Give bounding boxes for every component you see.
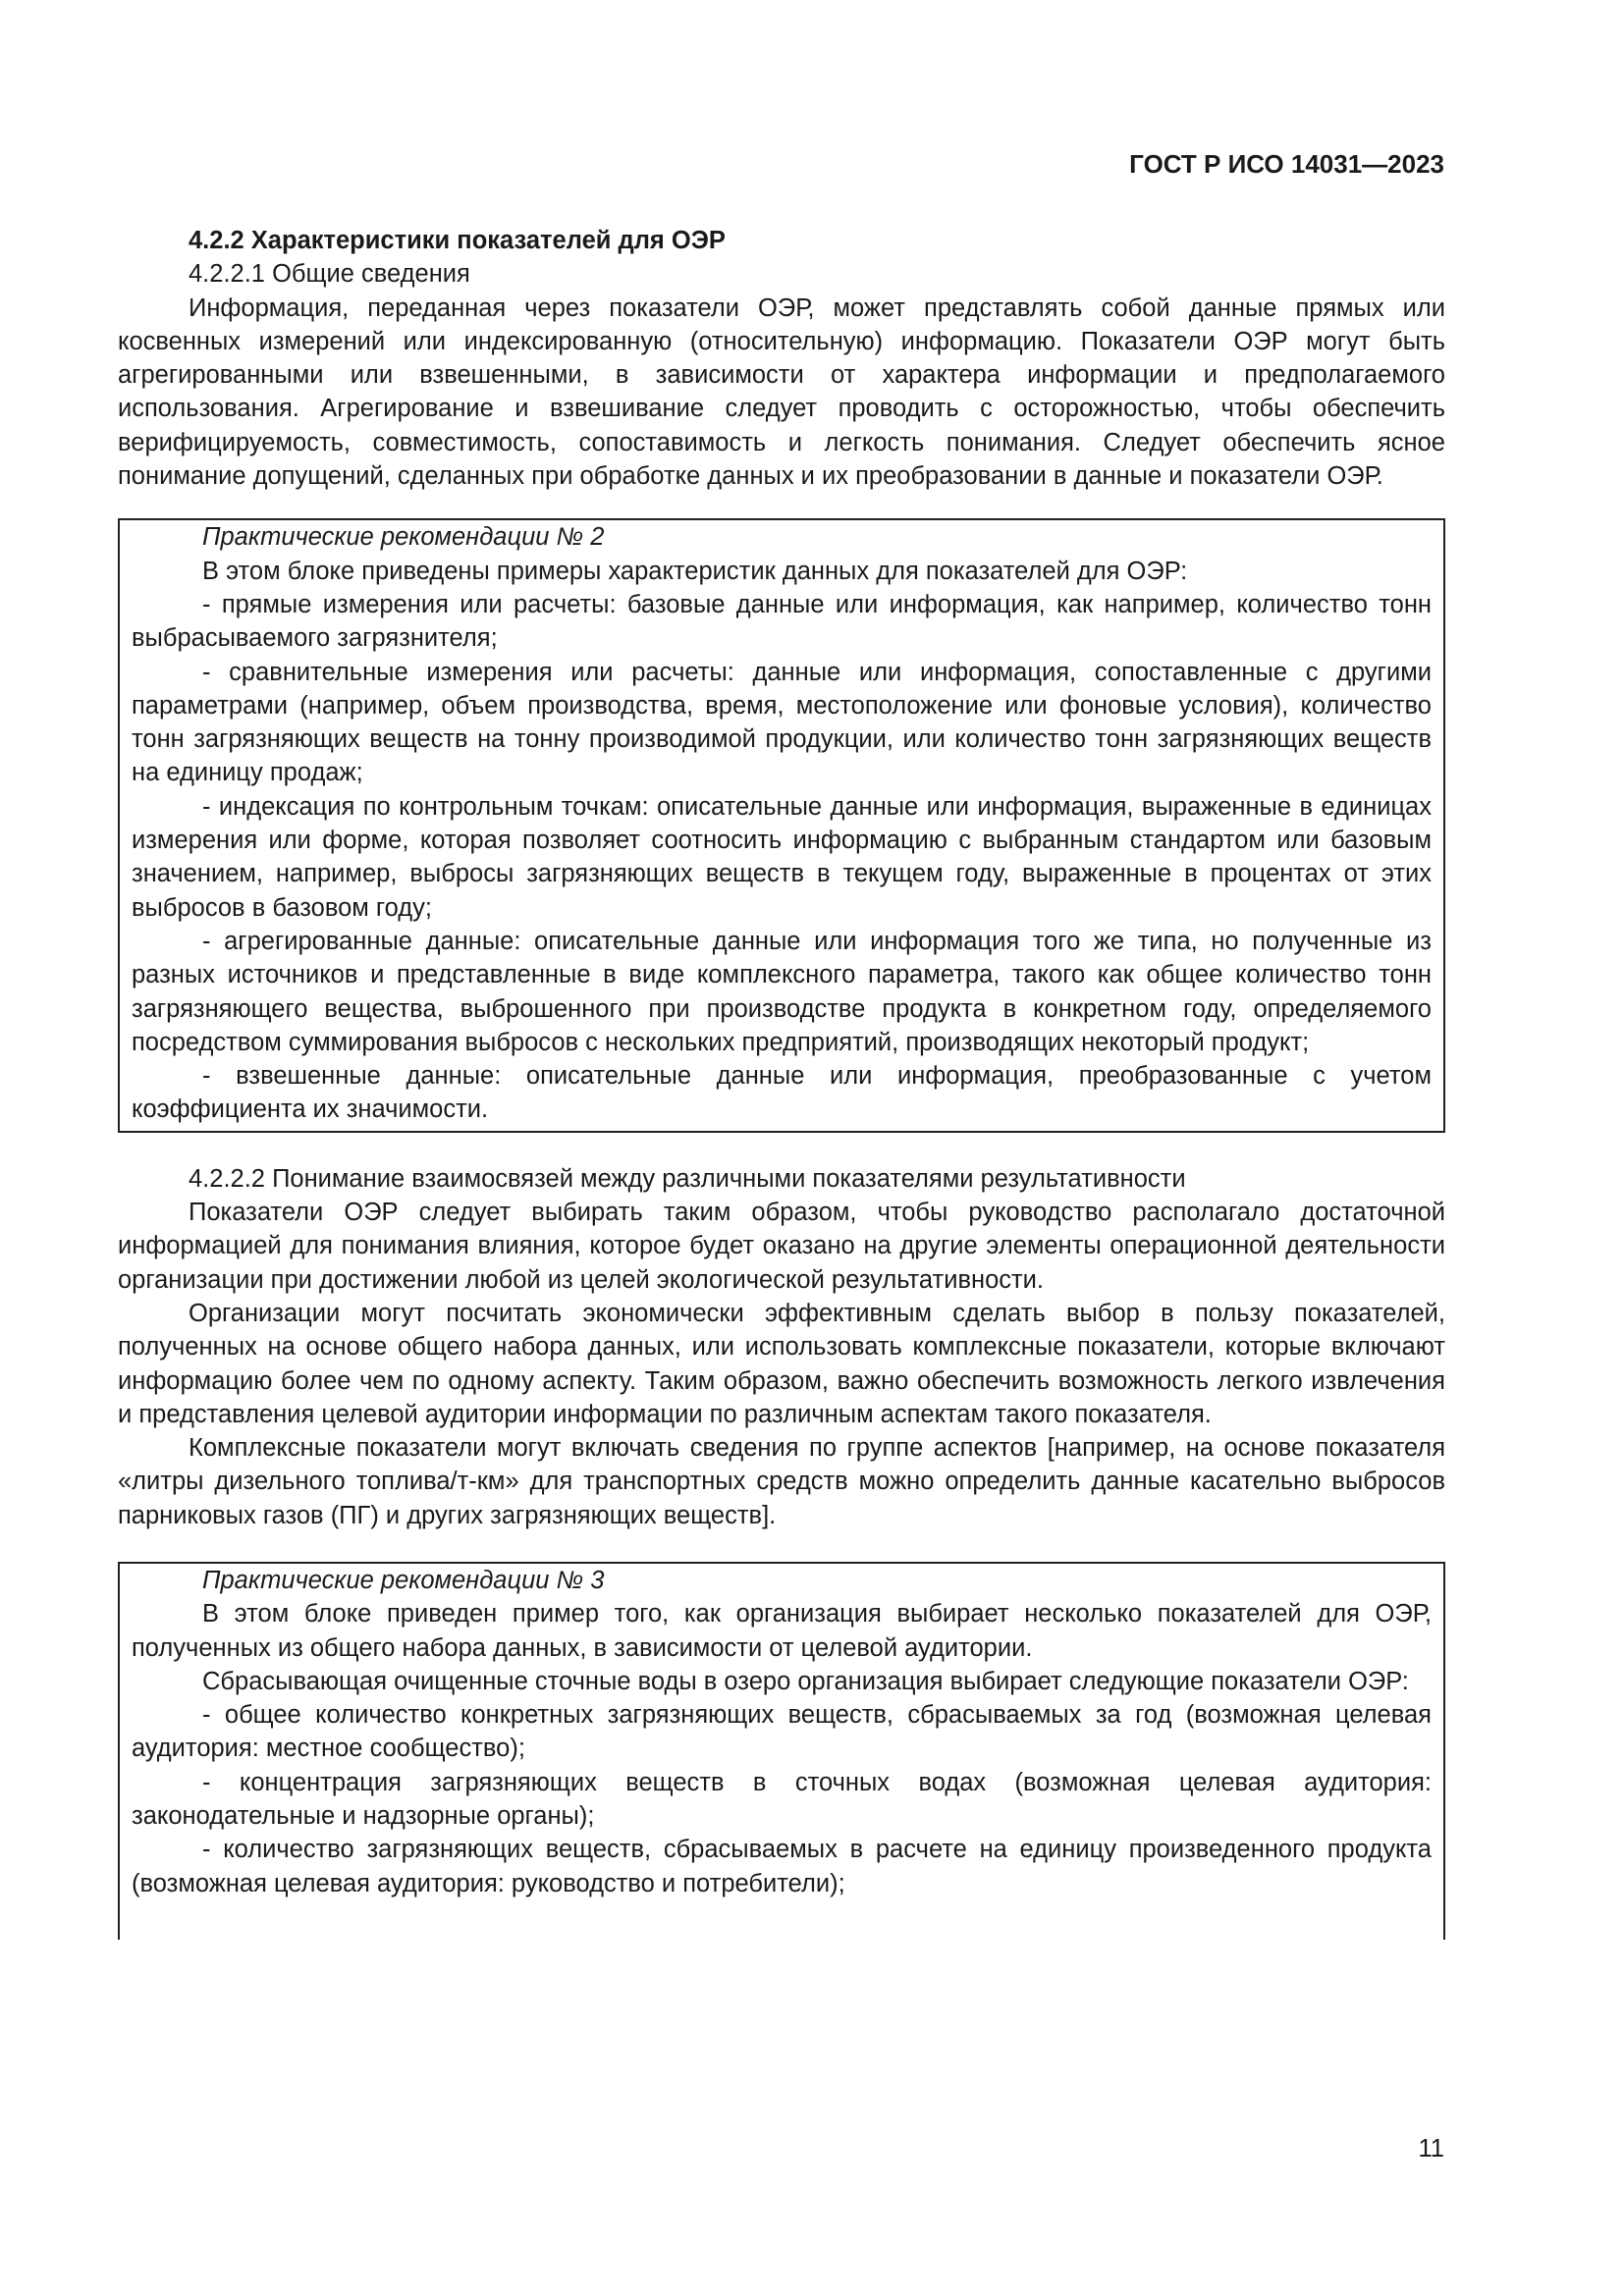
list-item: - взвешенные данные: описательные данные или информация, преобразованные с учетом коэффициента их значимости. (132, 1062, 1432, 1124)
page-number: 11 (1418, 2135, 1444, 2163)
box-intro: В этом блоке приведены примеры характеристик данных для показателей для ОЭР: (202, 557, 1188, 585)
paragraph: Организации могут посчитать экономически эффективным сделать выбор в пользу показателей, полученных на основе общего набора данных, или использовать комплексные показатели, которые включают информацию более чем по одному аспекту. Таким образом, важно обеспечить возможность легкого извлечения и представления целевой аудитории информации по различным аспектам такого показателя. (118, 1299, 1445, 1428)
list-item: - концентрация загрязняющих веществ в сточных водах (возможная целевая аудитория: законодательные и надзорные органы); (132, 1768, 1432, 1831)
paragraph: Сбрасывающая очищенные сточные воды в озеро организация выбирает следующие показатели ОЭР: (202, 1667, 1409, 1695)
document-header: ГОСТ Р ИСО 14031—2023 (1129, 149, 1444, 179)
page-content (118, 224, 1445, 1940)
list-item: - сравнительные измерения или расчеты: данные или информация, сопоставленные с другими параметрами (например, объем производства, время, местоположение или фоновые условия), количество тонн загрязняющих веществ на тонну производимой продукции, или количество тонн загрязняющих веществ на единицу продаж; (132, 658, 1432, 787)
spacer (118, 1133, 1445, 1162)
list-item: - количество загрязняющих веществ, сбрасываемых в расчете на единицу произведенного продукта (возможная целевая аудитория: руководство и потребители); (132, 1836, 1432, 1897)
paragraph: В этом блоке приведен пример того, как организация выбирает несколько показателей для ОЭР, полученных из общего набора данных, в зависимости от целевой аудитории. (132, 1600, 1432, 1662)
list-item: - прямые измерения или расчеты: базовые данные или информация, как например, количество тонн выбрасываемого загрязнителя; (132, 590, 1432, 653)
list-item: - агрегированные данные: описательные данные или информация того же типа, но полученные из разных источников и представленные в виде комплексного параметра, такого как общее количество тонн загрязняющего вещества, выброшенного при производстве продукта в конкретном году, определяемого посредством суммирования выбросов с нескольких предприятий, производящих некоторый продукт; (132, 927, 1432, 1056)
list-item: - общее количество конкретных загрязняющих веществ, сбрасываемых за год (возможная целевая аудитория: местное сообщество); (132, 1701, 1432, 1763)
paragraph: Показатели ОЭР следует выбирать таким образом, чтобы руководство располагало достаточной информацией для понимания влияния, которое будет оказано на другие элементы операционной деятельности организации при достижении любой из целей экологической результативности. (118, 1199, 1445, 1294)
paragraph: Информация, переданная через показатели ОЭР, может представлять собой данные прямых или косвенных измерений или индексированную (относительную) информацию. Показатели ОЭР могут быть агрегированными или взвешенными, в зависимости от характера информации и предполагаемого использования. Агрегирование и взвешивание следует проводить с осторожностью, чтобы обеспечить верифицируемость, совместимость, сопоставимость и легкость понимания. Следует обеспечить ясное понимание допущений, сделанных при обработке данных и их преобразовании в данные и показатели ОЭР. (118, 294, 1445, 491)
practical-recommendations-box-3 (118, 1562, 1445, 1940)
subsection-title: 4.2.2.1 Общие сведения (189, 260, 470, 289)
practical-recommendations-box-2 (118, 518, 1445, 1132)
box-title: Практические рекомендации № 2 (202, 523, 605, 552)
list-item: - индексация по контрольным точкам: описательные данные или информация, выраженные в единицах измерения или форме, которая позволяет соотносить информацию с выбранным стандартом или базовым значением, например, выбросы загрязняющих веществ в текущем году, выраженные в процентах от этих выбросов в базовом году; (132, 792, 1432, 922)
paragraph: Комплексные показатели могут включать сведения по группе аспектов [например, на основе показателя «литры дизельного топлива/т-км» для транспортных средств можно определить данные касательно выбросов парниковых газов (ПГ) и других загрязняющих веществ]. (118, 1434, 1445, 1529)
section-heading: 4.2.2 Характеристики показателей для ОЭР (189, 227, 726, 254)
box-title: Практические рекомендации № 3 (202, 1566, 605, 1594)
subsection-title: 4.2.2.2 Понимание взаимосвязей между различными показателями результативности (189, 1164, 1186, 1193)
